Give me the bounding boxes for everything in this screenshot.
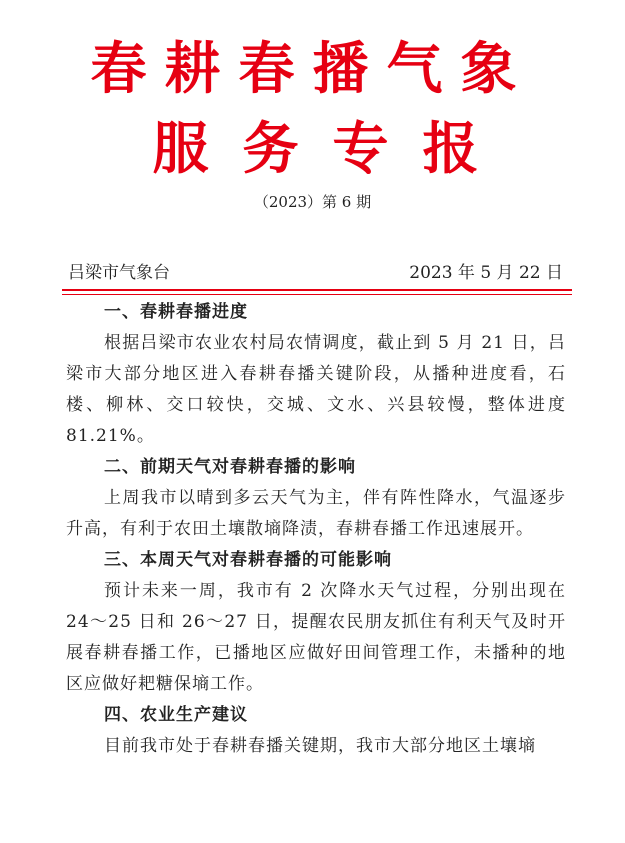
issue-number: （2023）第 6 期 (253, 193, 372, 211)
section-heading-advice: 四、农业生产建议 (104, 705, 248, 725)
issue-date: 2023 年 5 月 22 日 (409, 263, 563, 283)
section-paragraph-week-forecast: 预计未来一周，我市有 2 次降水天气过程，分别出现在24～25 日和 26～27 日，提醒农民朋友抓住有利天气及时开展春耕春播工作，已播地区应做好田间管理工作，未播种的地区应做好耙糖保墒工作。 (66, 581, 566, 694)
section-heading-week-forecast: 三、本周天气对春耕春播的可能影响 (104, 550, 392, 570)
header-rule-thick (62, 289, 572, 291)
section-paragraph-advice: 目前我市处于春耕春播关键期，我市大部分地区土壤墒 (104, 736, 536, 756)
section-paragraph-past-weather: 上周我市以晴到多云天气为主，伴有阵性降水，气温逐步升高，有利于农田土壤散墒降渍，春耕春播工作迅速展开。 (66, 488, 566, 539)
report-title-line-1: 春耕春播气象 (90, 37, 535, 102)
report-body (66, 297, 566, 762)
section-heading-progress: 一、春耕春播进度 (104, 302, 248, 322)
report-title-line-2: 服务专报 (152, 117, 513, 182)
section-paragraph-progress: 根据吕梁市农业农村局农情调度，截止到 5 月 21 日，吕梁市大部分地区进入春耕春播关键阶段，从播种进度看，石楼、柳林、交口较快，交城、文水、兴县较慢，整体进度81.21%。 (66, 333, 566, 446)
header-rule-thin (62, 294, 572, 295)
section-heading-past-weather: 二、前期天气对春耕春播的影响 (104, 457, 356, 477)
issuing-organization: 吕梁市气象台 (68, 263, 170, 283)
